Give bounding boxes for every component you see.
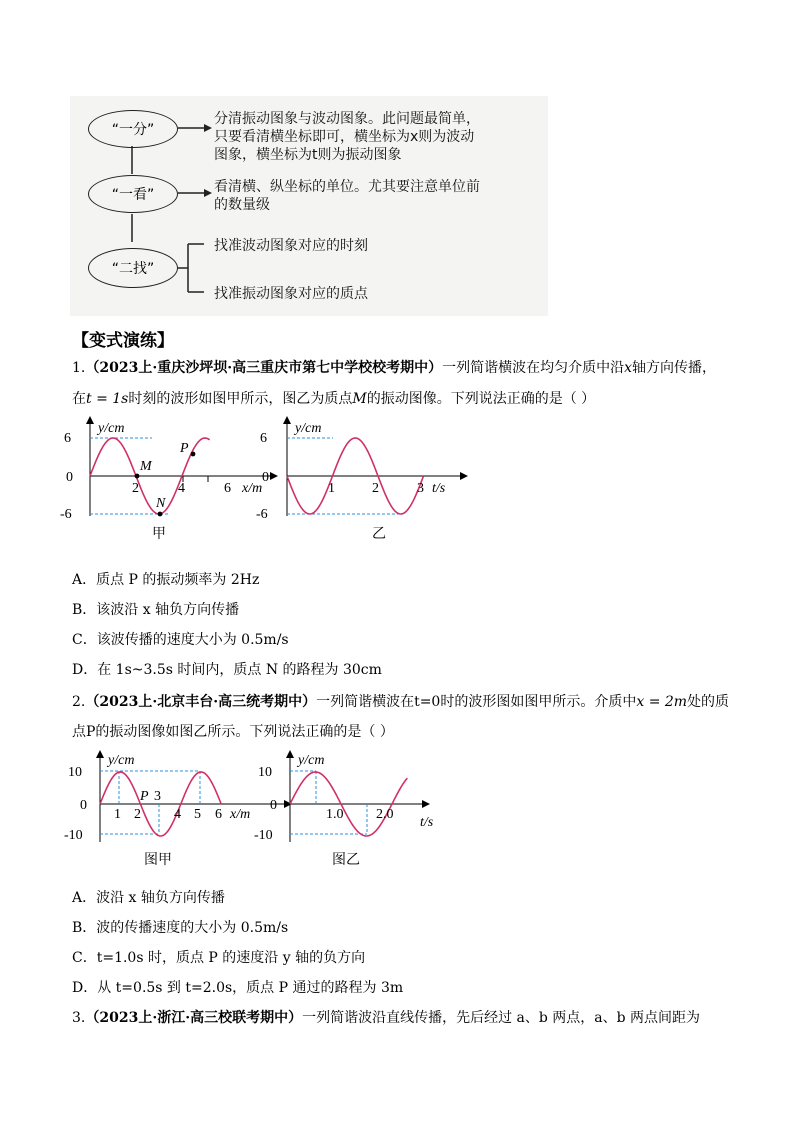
y-tick: -6 xyxy=(60,507,72,522)
x-tick: 1 xyxy=(328,481,335,496)
x-tick: 4 xyxy=(178,481,185,496)
y-label: y/cm xyxy=(298,753,325,768)
question-number: 2. xyxy=(72,694,86,710)
chart-caption: 乙 xyxy=(372,527,386,542)
equation: t = 1s xyxy=(86,391,129,407)
x-tick: 2 xyxy=(372,481,379,496)
q2-line2: 点P的振动图像如图乙所示。下列说法正确的是（ ） xyxy=(72,724,394,740)
chart-caption: 甲 xyxy=(152,527,166,542)
x-tick: 3 xyxy=(154,789,161,804)
x-tick: 6 xyxy=(215,807,222,822)
question-source: （2023上·北京丰台·高三统考期中） xyxy=(85,694,317,710)
y-tick: 0 xyxy=(66,470,73,485)
y-tick: -10 xyxy=(254,828,273,843)
y-tick: 6 xyxy=(260,431,267,446)
question-number: 3. xyxy=(72,1010,86,1026)
q1-figures xyxy=(60,412,480,552)
chart-caption: 图乙 xyxy=(332,853,360,868)
x-label: x/m xyxy=(242,481,263,496)
node1-line: 分清振动图象与波动图象。此问题最简单， xyxy=(214,111,480,127)
node2-line: 看清横、纵坐标的单位。尤其要注意单位前 xyxy=(214,179,480,195)
option-c[interactable]: C．t=1.0s 时，质点 P 的速度沿 y 轴的负方向 xyxy=(72,950,366,966)
x-label: t/s xyxy=(420,815,434,830)
question-source: （2023上·重庆沙坪坝·高三重庆市第七中学校校考期中） xyxy=(85,360,443,376)
chart-tuyi xyxy=(254,750,434,868)
point-n xyxy=(158,512,163,517)
y-label: y/cm xyxy=(98,421,125,436)
question-text: 处的质 xyxy=(687,694,730,710)
question-number: 1. xyxy=(72,360,86,376)
label-p: P xyxy=(180,441,189,456)
node2-line: 的数量级 xyxy=(214,197,270,213)
node3-item: 找准振动图象对应的质点 xyxy=(214,286,368,302)
question-text: 一列简谐横波在均匀介质中沿 xyxy=(442,360,625,376)
point-p xyxy=(191,452,196,457)
option-c[interactable]: C．该波传播的速度大小为 0.5m/s xyxy=(72,632,289,648)
x-tick: 1 xyxy=(114,807,121,822)
y-tick: 10 xyxy=(68,765,82,780)
node-yikan: “一看” xyxy=(88,175,178,213)
question-text: 时刻的波形如图甲所示，图乙为质点 xyxy=(128,391,353,407)
question-text: 一列简谐波沿直线传播，先后经过 a、b 两点，a、b 两点间距为 xyxy=(302,1010,701,1026)
chart-caption: 图甲 xyxy=(144,853,172,868)
y-label: y/cm xyxy=(108,753,135,768)
option-b[interactable]: B．该波沿 x 轴负方向传播 xyxy=(72,602,240,618)
question-text: x xyxy=(624,360,632,376)
option-b[interactable]: B．波的传播速度的大小为 0.5m/s xyxy=(72,920,289,936)
option-d[interactable]: D．在 1s~3.5s 时间内，质点 N 的路程为 30cm xyxy=(72,662,382,678)
option-a[interactable]: A．质点 P 的振动频率为 2Hz xyxy=(72,572,260,588)
question-text: 的振动图像。下列说法正确的是（ ） xyxy=(366,391,596,407)
node-yifen: “一分” xyxy=(88,110,178,148)
x-tick: 2 xyxy=(134,807,141,822)
method-diagram xyxy=(70,96,548,316)
node2-desc xyxy=(214,178,480,214)
node1-line: 只要看清横坐标即可，横坐标为x则为波动 xyxy=(214,129,475,145)
x-label: x/m xyxy=(230,807,251,822)
node1-desc xyxy=(214,110,480,164)
question-text: M xyxy=(352,391,367,407)
x-tick: 4 xyxy=(174,807,181,822)
node-erzhao: “二找” xyxy=(88,248,178,288)
label-m: M xyxy=(140,459,152,474)
node1-line: 图象，横坐标为t则为振动图象 xyxy=(214,147,402,163)
chart-yi xyxy=(256,416,468,542)
label-n: N xyxy=(156,496,166,511)
x-tick: 6 xyxy=(224,481,231,496)
section-title: 【变式演练】 xyxy=(72,331,174,351)
y-tick: 0 xyxy=(262,470,269,485)
question-text: 在 xyxy=(72,391,86,407)
x-tick: 5 xyxy=(194,807,201,822)
question-text: 一列简谐横波在t=0时的波形图如图甲所示。介质中 xyxy=(316,694,637,710)
q1-line2 xyxy=(72,389,595,409)
q3-line1 xyxy=(72,1008,700,1028)
option-a[interactable]: A．波沿 x 轴负方向传播 xyxy=(72,890,225,906)
q2-line1 xyxy=(72,692,729,712)
label-p: P xyxy=(140,789,149,804)
y-tick: 0 xyxy=(80,798,87,813)
y-tick: 10 xyxy=(258,765,272,780)
q1-line1 xyxy=(72,358,716,378)
y-tick: -10 xyxy=(64,828,83,843)
y-tick: 0 xyxy=(270,798,277,813)
node3-item: 找准波动图象对应的时刻 xyxy=(214,238,368,254)
x-tick: 2 xyxy=(132,481,139,496)
chart-jia xyxy=(60,416,278,542)
y-label: y/cm xyxy=(295,421,322,436)
point-m xyxy=(135,474,140,479)
option-d[interactable]: D．从 t=0.5s 到 t=2.0s，质点 P 通过的路程为 3m xyxy=(72,980,404,996)
q2-figures xyxy=(60,748,450,874)
equation: x = 2m xyxy=(636,694,688,710)
x-tick: 1.0 xyxy=(326,807,344,822)
x-tick: 3 xyxy=(417,481,424,496)
y-tick: 6 xyxy=(64,431,71,446)
y-tick: -6 xyxy=(256,507,268,522)
x-tick: 2.0 xyxy=(376,807,394,822)
x-label: t/s xyxy=(432,481,446,496)
question-text: 轴方向传播， xyxy=(631,360,716,376)
question-source: （2023上·浙江·高三校联考期中） xyxy=(85,1010,303,1026)
